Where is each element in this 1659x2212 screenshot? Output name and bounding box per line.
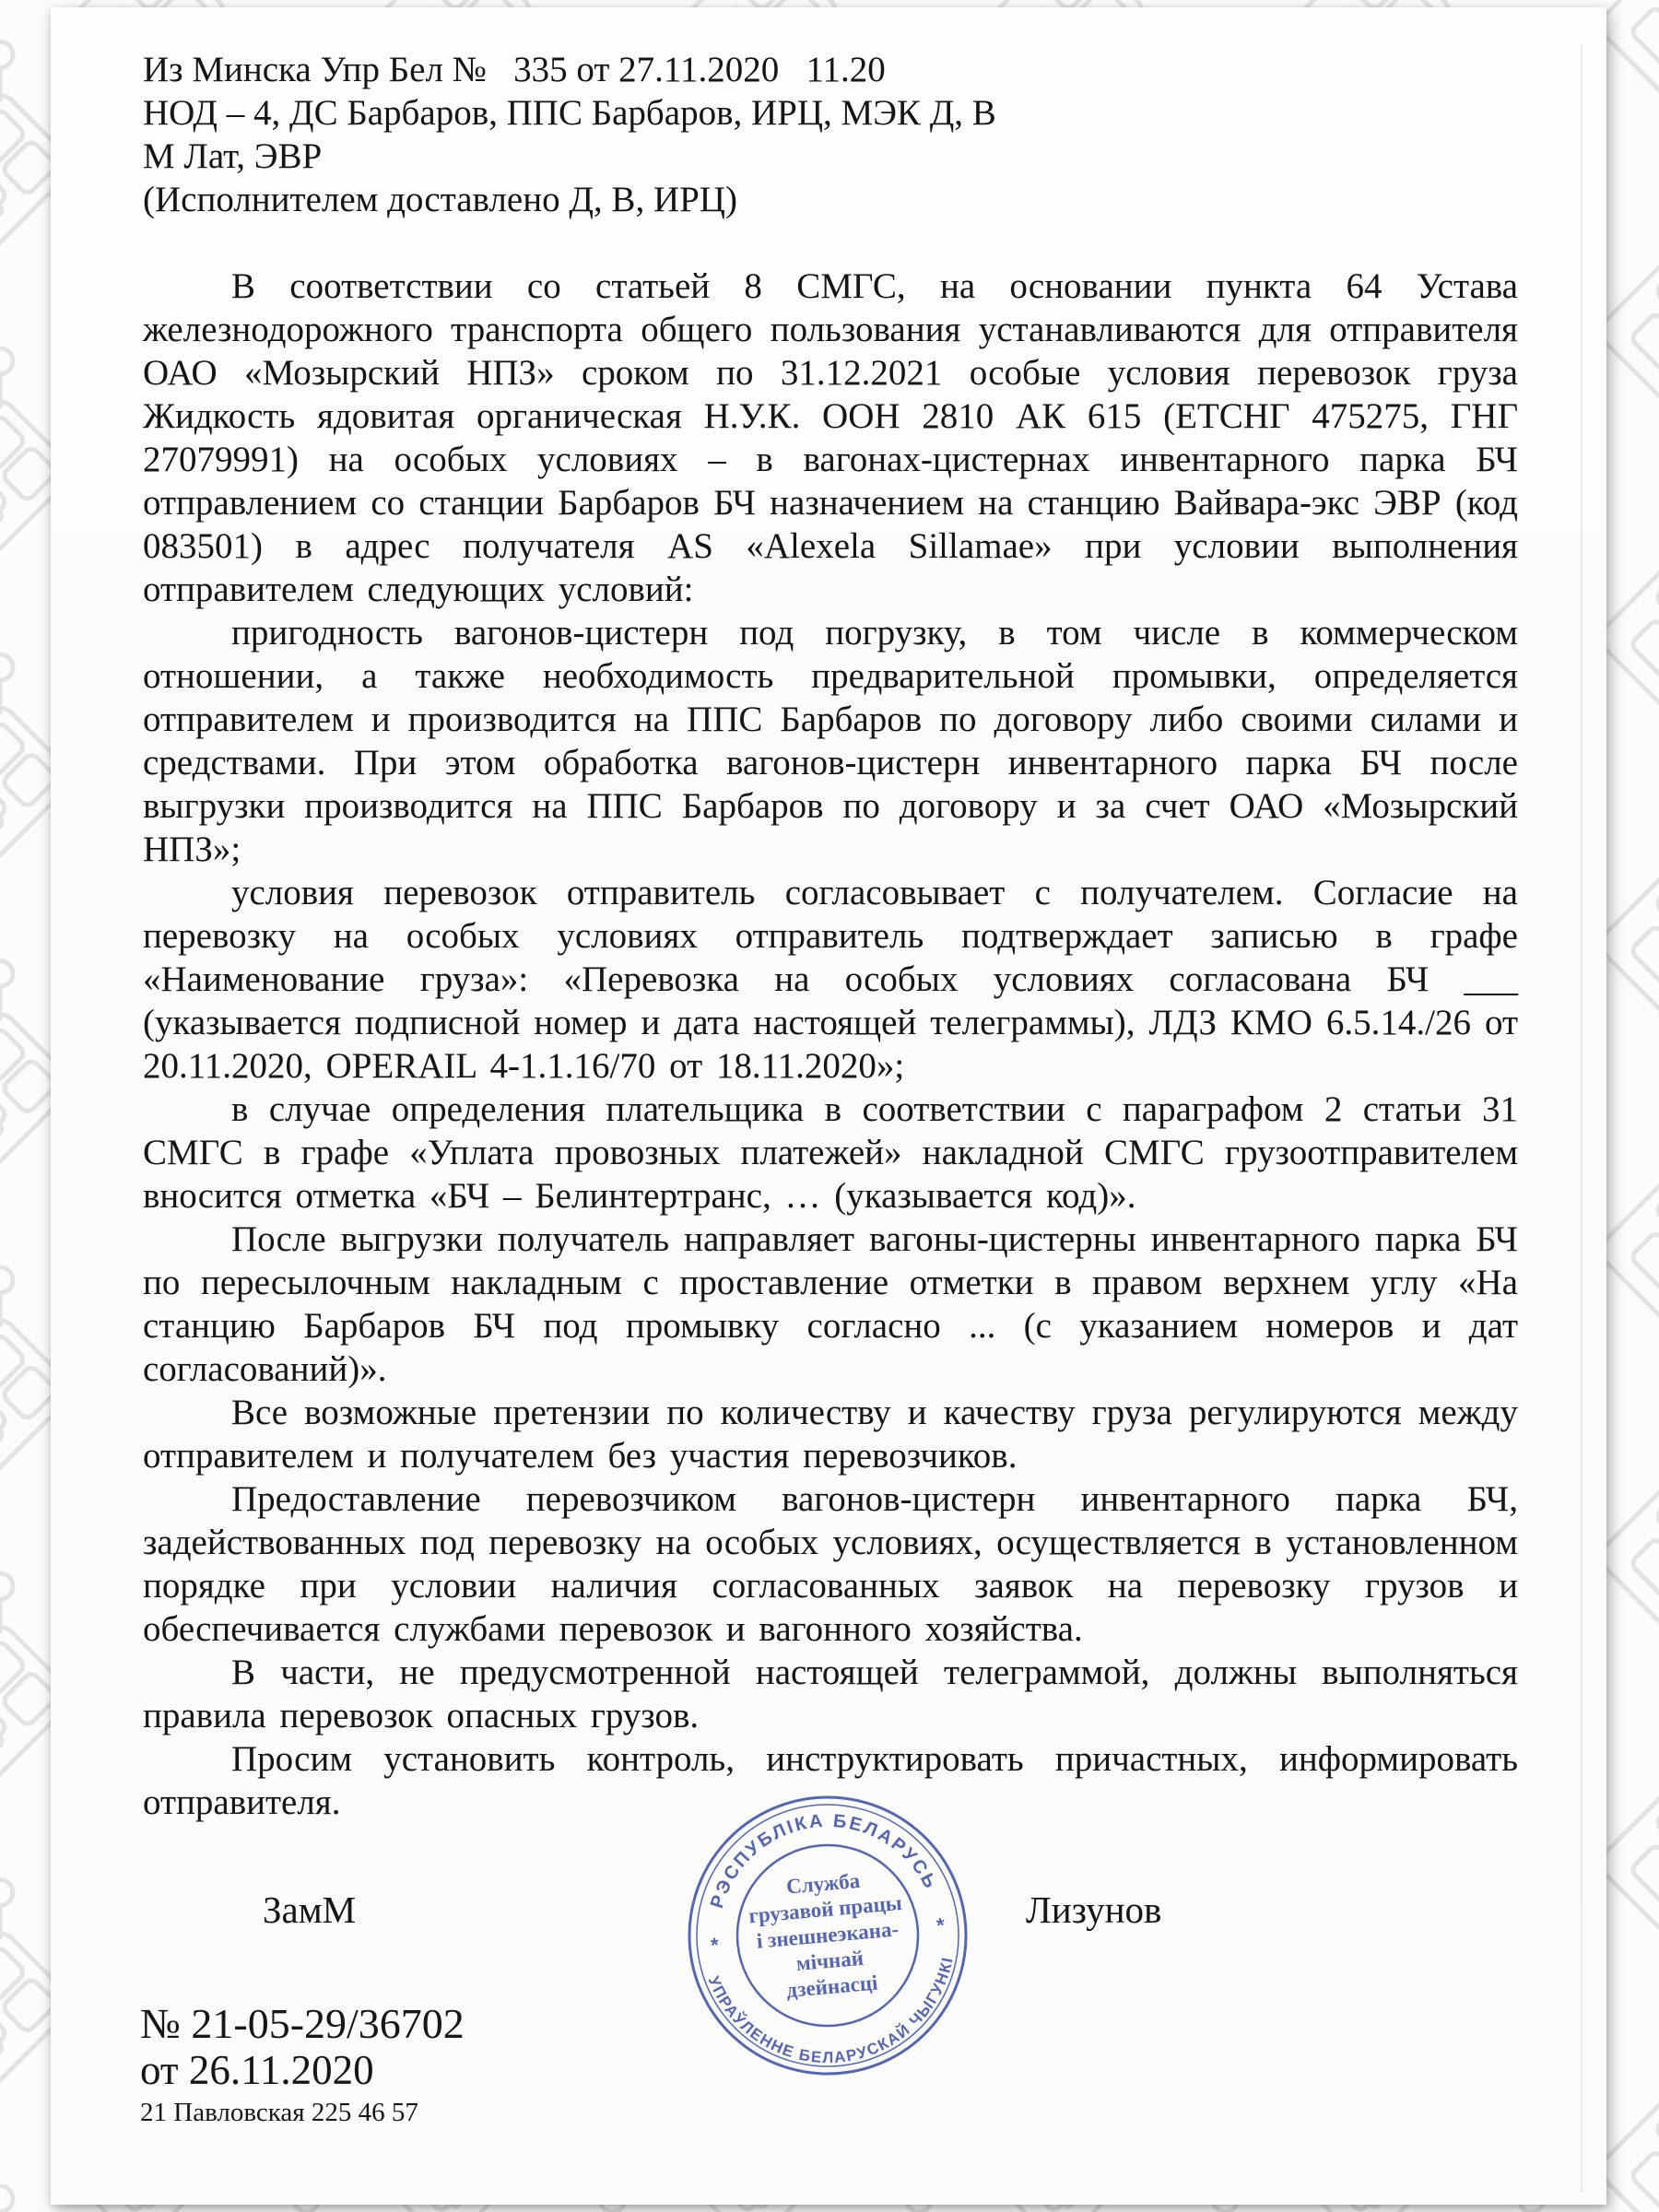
round-stamp <box>676 1783 980 2088</box>
header-line: (Исполнителем доставлено Д, В, ИРЦ) <box>143 180 737 219</box>
paragraph: В соответствии со статьей 8 СМГС, на основании пункта 64 Устава железнодорожного транспорта общего пользования устанавливаются для отправителя ОАО «Мозырский НПЗ» сроком по 31.12.2021 особые условия перевозок груза Жидкость ядовитая органическая Н.У.К. ООН 2810 АК 615 (ЕТСНГ 475275, ГНГ 27079991) на особых условиях – в вагонах-цистернах инвентарного парка БЧ отправлением со станции Барбаров БЧ назначением на станцию Вайвара-экс ЭВР (код 083501) в адрес получателя AS «Alexela Sillamae» при условии выполнения отправителем следующих условий: <box>143 266 1518 609</box>
executor-contact: 21 Павловская 225 46 57 <box>140 2098 418 2127</box>
signer-name: Лизунов <box>1026 1888 1162 1931</box>
registration-block <box>140 2000 465 2129</box>
paragraph: в случае определения плательщика в соответствии с параграфом 2 статьи 31 СМГС в графе «Уплата провозных платежей» накладной СМГС грузоотправителем вносится отметка «БЧ – Белинтертранс, … (указывается код)». <box>143 1089 1518 1216</box>
stamp-center-line: Служба <box>785 1868 862 1899</box>
paragraph: После выгрузки получатель направляет вагоны-цистерны инвентарного парка БЧ по пересылочным накладным с проставление отметки в правом верхнем углу «На станцию Барбаров БЧ под промывку согласно ... (с указанием номеров и дат согласований)». <box>143 1219 1518 1389</box>
underlying-sheet-edge <box>1581 44 1583 2192</box>
header-line: НОД – 4, ДС Барбаров, ППС Барбаров, ИРЦ, МЭК Д, В <box>143 93 996 133</box>
telegram-body <box>143 265 1518 1824</box>
paragraph: Просим установить контроль, инструктировать причастных, информировать отправителя. <box>143 1739 1518 1822</box>
page-sheet <box>51 7 1606 2205</box>
stamp-ring-top-text: РЭСПУБЛІКА БЕЛАРУСЬ <box>706 1810 942 1912</box>
stamp-center-line: мічнай <box>794 1946 865 1976</box>
paragraph: Предоставление перевозчиком вагонов-цистерн инвентарного парка БЧ, задействованных под перевозку на особых условиях, осуществляется в установленном порядке при условии наличия согласованных заявок на перевозку грузов и обеспечивается службами перевозок и вагонного хозяйства. <box>143 1479 1518 1649</box>
stamp-ring-bottom-text: УПРАЎЛЕННЕ БЕЛАРУСКАЙ ЧЫГУНКІ <box>704 1955 957 2067</box>
stamp-star-right: * <box>935 1912 946 1937</box>
stamp-center-line: і знешнеэкана- <box>755 1917 900 1953</box>
stamp-center-line: грузавой працы <box>747 1890 903 1928</box>
signer-position: ЗамМ <box>263 1888 357 1931</box>
paragraph: пригодность вагонов-цистерн под погрузку, в том числе в коммерческом отношении, а также необходимость предварительной промывки, определяется отправителем и производится на ППС Барбаров по договору либо своими силами и средствами. При этом обработка вагонов-цистерн инвентарного парка БЧ после выгрузки производится на ППС Барбаров по договору и за счет ОАО «Мозырский НПЗ»; <box>143 613 1518 869</box>
registration-number: № 21-05-29/36702 <box>140 2000 465 2047</box>
stamp-star-left: * <box>710 1933 720 1958</box>
document-text <box>143 48 1518 1824</box>
paragraph: Все возможные претензии по количеству и качеству груза регулируются между отправителем и получателем без участия перевозчиков. <box>143 1393 1518 1476</box>
header-line: Из Минска Упр Бел № 335 от 27.11.2020 11.20 <box>143 50 886 89</box>
paragraph: условия перевозок отправитель согласовывает с получателем. Согласие на перевозку на особых условиях отправитель подтверждает записью в графе «Наименование груза»: «Перевозка на особых условиях согласована БЧ ___ (указывается подписной номер и дата настоящей телеграммы), ЛДЗ КМО 6.5.14./26 от 20.11.2020, OPERAIL 4-1.1.16/70 от 18.11.2020»; <box>143 873 1518 1086</box>
header-line: М Лат, ЭВР <box>143 136 323 176</box>
stamp-center-line: дзейнасці <box>785 1971 879 2003</box>
telegram-header <box>143 48 1518 221</box>
registration-date: от 26.11.2020 <box>140 2047 374 2093</box>
paragraph: В части, не предусмотренной настоящей телеграммой, должны выполняться правила перевозок опасных грузов. <box>143 1653 1518 1735</box>
